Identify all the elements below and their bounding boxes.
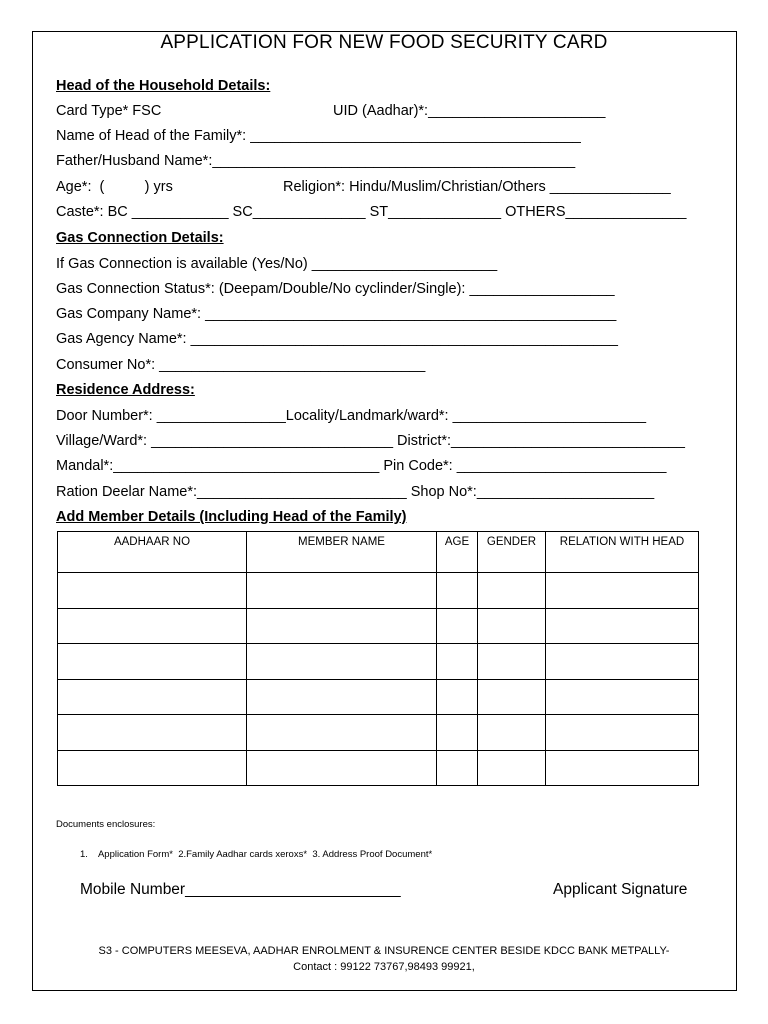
card-type-field: Card Type* FSC <box>56 103 162 119</box>
footer-line-1: S3 - COMPUTERS MEESEVA, AADHAR ENROLMENT & INSURENCE CENTER BESIDE KDCC BANK METPALLY- <box>98 945 670 957</box>
relation-cell[interactable] <box>546 608 699 644</box>
head-name-field[interactable]: Name of Head of the Family*: _________________________________________ <box>56 128 581 144</box>
age-cell[interactable] <box>437 679 478 715</box>
members-table <box>57 531 699 786</box>
documents-label: Documents enclosures: <box>56 819 156 830</box>
table-row <box>58 750 699 786</box>
gas-agency-field[interactable]: Gas Agency Name*: _____________________________________________________ <box>56 331 618 347</box>
aadhaar-cell[interactable] <box>58 573 247 609</box>
relation-cell[interactable] <box>546 750 699 786</box>
aadhaar-cell[interactable] <box>58 715 247 751</box>
gas-status-field[interactable]: Gas Connection Status*: (Deepam/Double/No cyclinder/Single): __________________ <box>56 281 615 297</box>
member-name-cell[interactable] <box>247 715 437 751</box>
mandal-pincode-field[interactable]: Mandal*:_________________________________ Pin Code*: __________________________ <box>56 458 667 474</box>
member-name-cell[interactable] <box>247 679 437 715</box>
age-cell[interactable] <box>437 715 478 751</box>
member-name-cell[interactable] <box>247 573 437 609</box>
gender-cell[interactable] <box>478 573 546 609</box>
gas-available-field[interactable]: If Gas Connection is available (Yes/No) _______________________ <box>56 256 498 272</box>
table-row <box>58 715 699 751</box>
form-title: APPLICATION FOR NEW FOOD SECURITY CARD <box>160 32 608 53</box>
col-aadhaar: AADHAAR NO <box>58 532 247 573</box>
ration-shop-field[interactable]: Ration Deelar Name*:__________________________ Shop No*:______________________ <box>56 484 655 500</box>
door-locality-field[interactable]: Door Number*: ________________Locality/Landmark/ward*: ________________________ <box>56 408 647 424</box>
age-field[interactable]: Age*: ( ) yrs <box>56 179 173 195</box>
gas-company-field[interactable]: Gas Company Name*: ___________________________________________________ <box>56 306 617 322</box>
age-cell[interactable] <box>437 644 478 680</box>
gender-cell[interactable] <box>478 679 546 715</box>
members-heading: Add Member Details (Including Head of the Family) <box>56 509 407 525</box>
table-row <box>58 644 699 680</box>
gender-cell[interactable] <box>478 715 546 751</box>
col-age: AGE <box>437 532 478 573</box>
age-cell[interactable] <box>437 608 478 644</box>
aadhaar-cell[interactable] <box>58 679 247 715</box>
member-name-cell[interactable] <box>247 750 437 786</box>
member-name-cell[interactable] <box>247 608 437 644</box>
member-name-cell[interactable] <box>247 644 437 680</box>
gas-heading: Gas Connection Details: <box>56 230 224 246</box>
gender-cell[interactable] <box>478 750 546 786</box>
table-row <box>58 679 699 715</box>
footer-line-2: Contact : 99122 73767,98493 99921, <box>293 961 475 973</box>
table-row <box>58 573 699 609</box>
col-relation: RELATION WITH HEAD <box>546 532 699 573</box>
village-district-field[interactable]: Village/Ward*: ______________________________ District*:_____________________________ <box>56 433 685 449</box>
gender-cell[interactable] <box>478 644 546 680</box>
applicant-signature: Applicant Signature <box>553 881 688 898</box>
aadhaar-cell[interactable] <box>58 608 247 644</box>
religion-field[interactable]: Religion*: Hindu/Muslim/Christian/Others _______________ <box>283 179 671 195</box>
age-cell[interactable] <box>437 573 478 609</box>
household-heading: Head of the Household Details: <box>56 78 271 94</box>
relation-cell[interactable] <box>546 573 699 609</box>
caste-field[interactable]: Caste*: BC ____________ SC______________ ST______________ OTHERS_______________ <box>56 204 687 220</box>
consumer-no-field[interactable]: Consumer No*: _________________________________ <box>56 357 426 373</box>
aadhaar-cell[interactable] <box>58 750 247 786</box>
gender-cell[interactable] <box>478 608 546 644</box>
members-header-row <box>58 532 699 573</box>
table-row <box>58 608 699 644</box>
col-gender: GENDER <box>478 532 546 573</box>
age-cell[interactable] <box>437 750 478 786</box>
father-husband-field[interactable]: Father/Husband Name*:_____________________________________________ <box>56 153 576 169</box>
aadhaar-cell[interactable] <box>58 644 247 680</box>
residence-heading: Residence Address: <box>56 382 195 398</box>
mobile-number-field[interactable]: Mobile Number_________________________ <box>80 881 401 898</box>
relation-cell[interactable] <box>546 644 699 680</box>
uid-field[interactable]: UID (Aadhar)*:______________________ <box>333 103 606 119</box>
col-member-name: MEMBER NAME <box>247 532 437 573</box>
documents-list: 1. Application Form* 2.Family Aadhar cards xeroxs* 3. Address Proof Document* <box>80 849 433 860</box>
relation-cell[interactable] <box>546 715 699 751</box>
relation-cell[interactable] <box>546 679 699 715</box>
